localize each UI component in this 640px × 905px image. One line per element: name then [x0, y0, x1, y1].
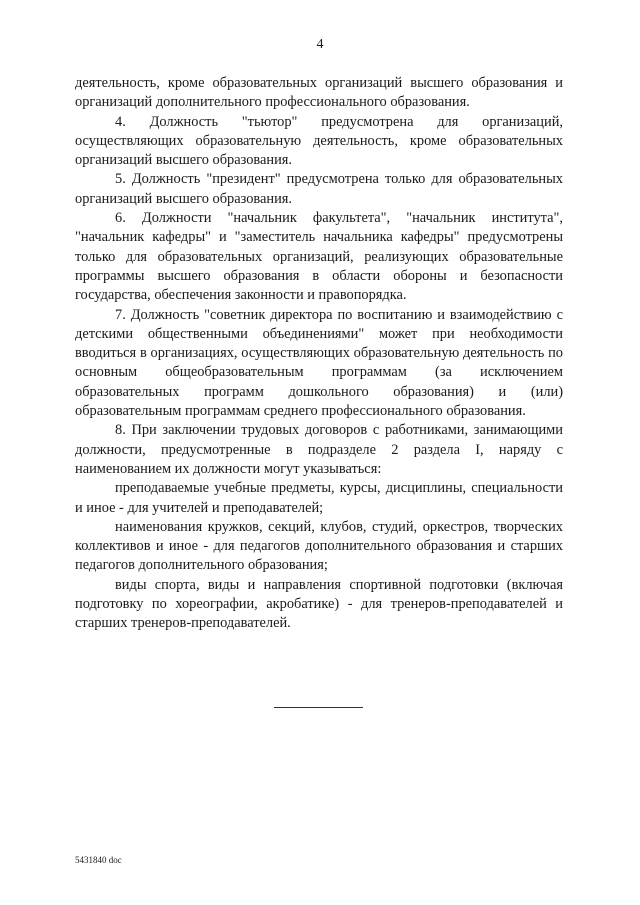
document-body: [75, 74, 563, 634]
page-number: 4: [316, 37, 324, 52]
paragraph-item-5: 5. Должность "президент" предусмотрена только для образовательных организаций высшего образования.: [75, 171, 563, 207]
paragraph-clubs: наименования кружков, секций, клубов, студий, оркестров, творческих коллективов и иное - для педагогов дополнительного образования и старших педагогов дополнительного образования;: [75, 518, 563, 574]
end-separator-line: [274, 707, 363, 708]
paragraph-subjects: преподаваемые учебные предметы, курсы, дисциплины, специальности и иное - для учителей и преподавателей;: [75, 480, 563, 516]
paragraph-item-8: 8. При заключении трудовых договоров с работниками, занимающими должности, предусмотренные в подразделе 2 раздела I, наряду с наименованием их должности могут указываться:: [75, 422, 563, 477]
document-code: 5431840 doc: [75, 855, 122, 865]
paragraph-continuation: деятельность, кроме образовательных организаций высшего образования и организаций дополнительного профессионального образования.: [75, 75, 563, 111]
paragraph-item-6: 6. Должности "начальник факультета", "начальник института", "начальник кафедры" и "заместитель начальника кафедры" предусмотрены только для образовательных организаций, реализующих образовательные программы высшего образования в области обороны и безопасности государства, обеспечения законности и правопорядка.: [75, 210, 563, 304]
paragraph-sports: виды спорта, виды и направления спортивной подготовки (включая подготовку по хореографии, акробатике) - для тренеров-преподавателей и старших тренеров-преподавателей.: [75, 576, 563, 632]
paragraph-item-4: 4. Должность "тьютор" предусмотрена для организаций, осуществляющих образовательную деятельность, кроме образовательных организаций высшего образования.: [75, 113, 563, 169]
paragraph-item-7: 7. Должность "советник директора по воспитанию и взаимодействию с детскими общественными объединениями" может при необходимости вводиться в организациях, осуществляющих образовательную деятельность по основным общеобразовательным программам (за исключением образовательных программ дошкольного образования) и (или) образовательным программам среднего профессионального образования.: [75, 306, 563, 420]
